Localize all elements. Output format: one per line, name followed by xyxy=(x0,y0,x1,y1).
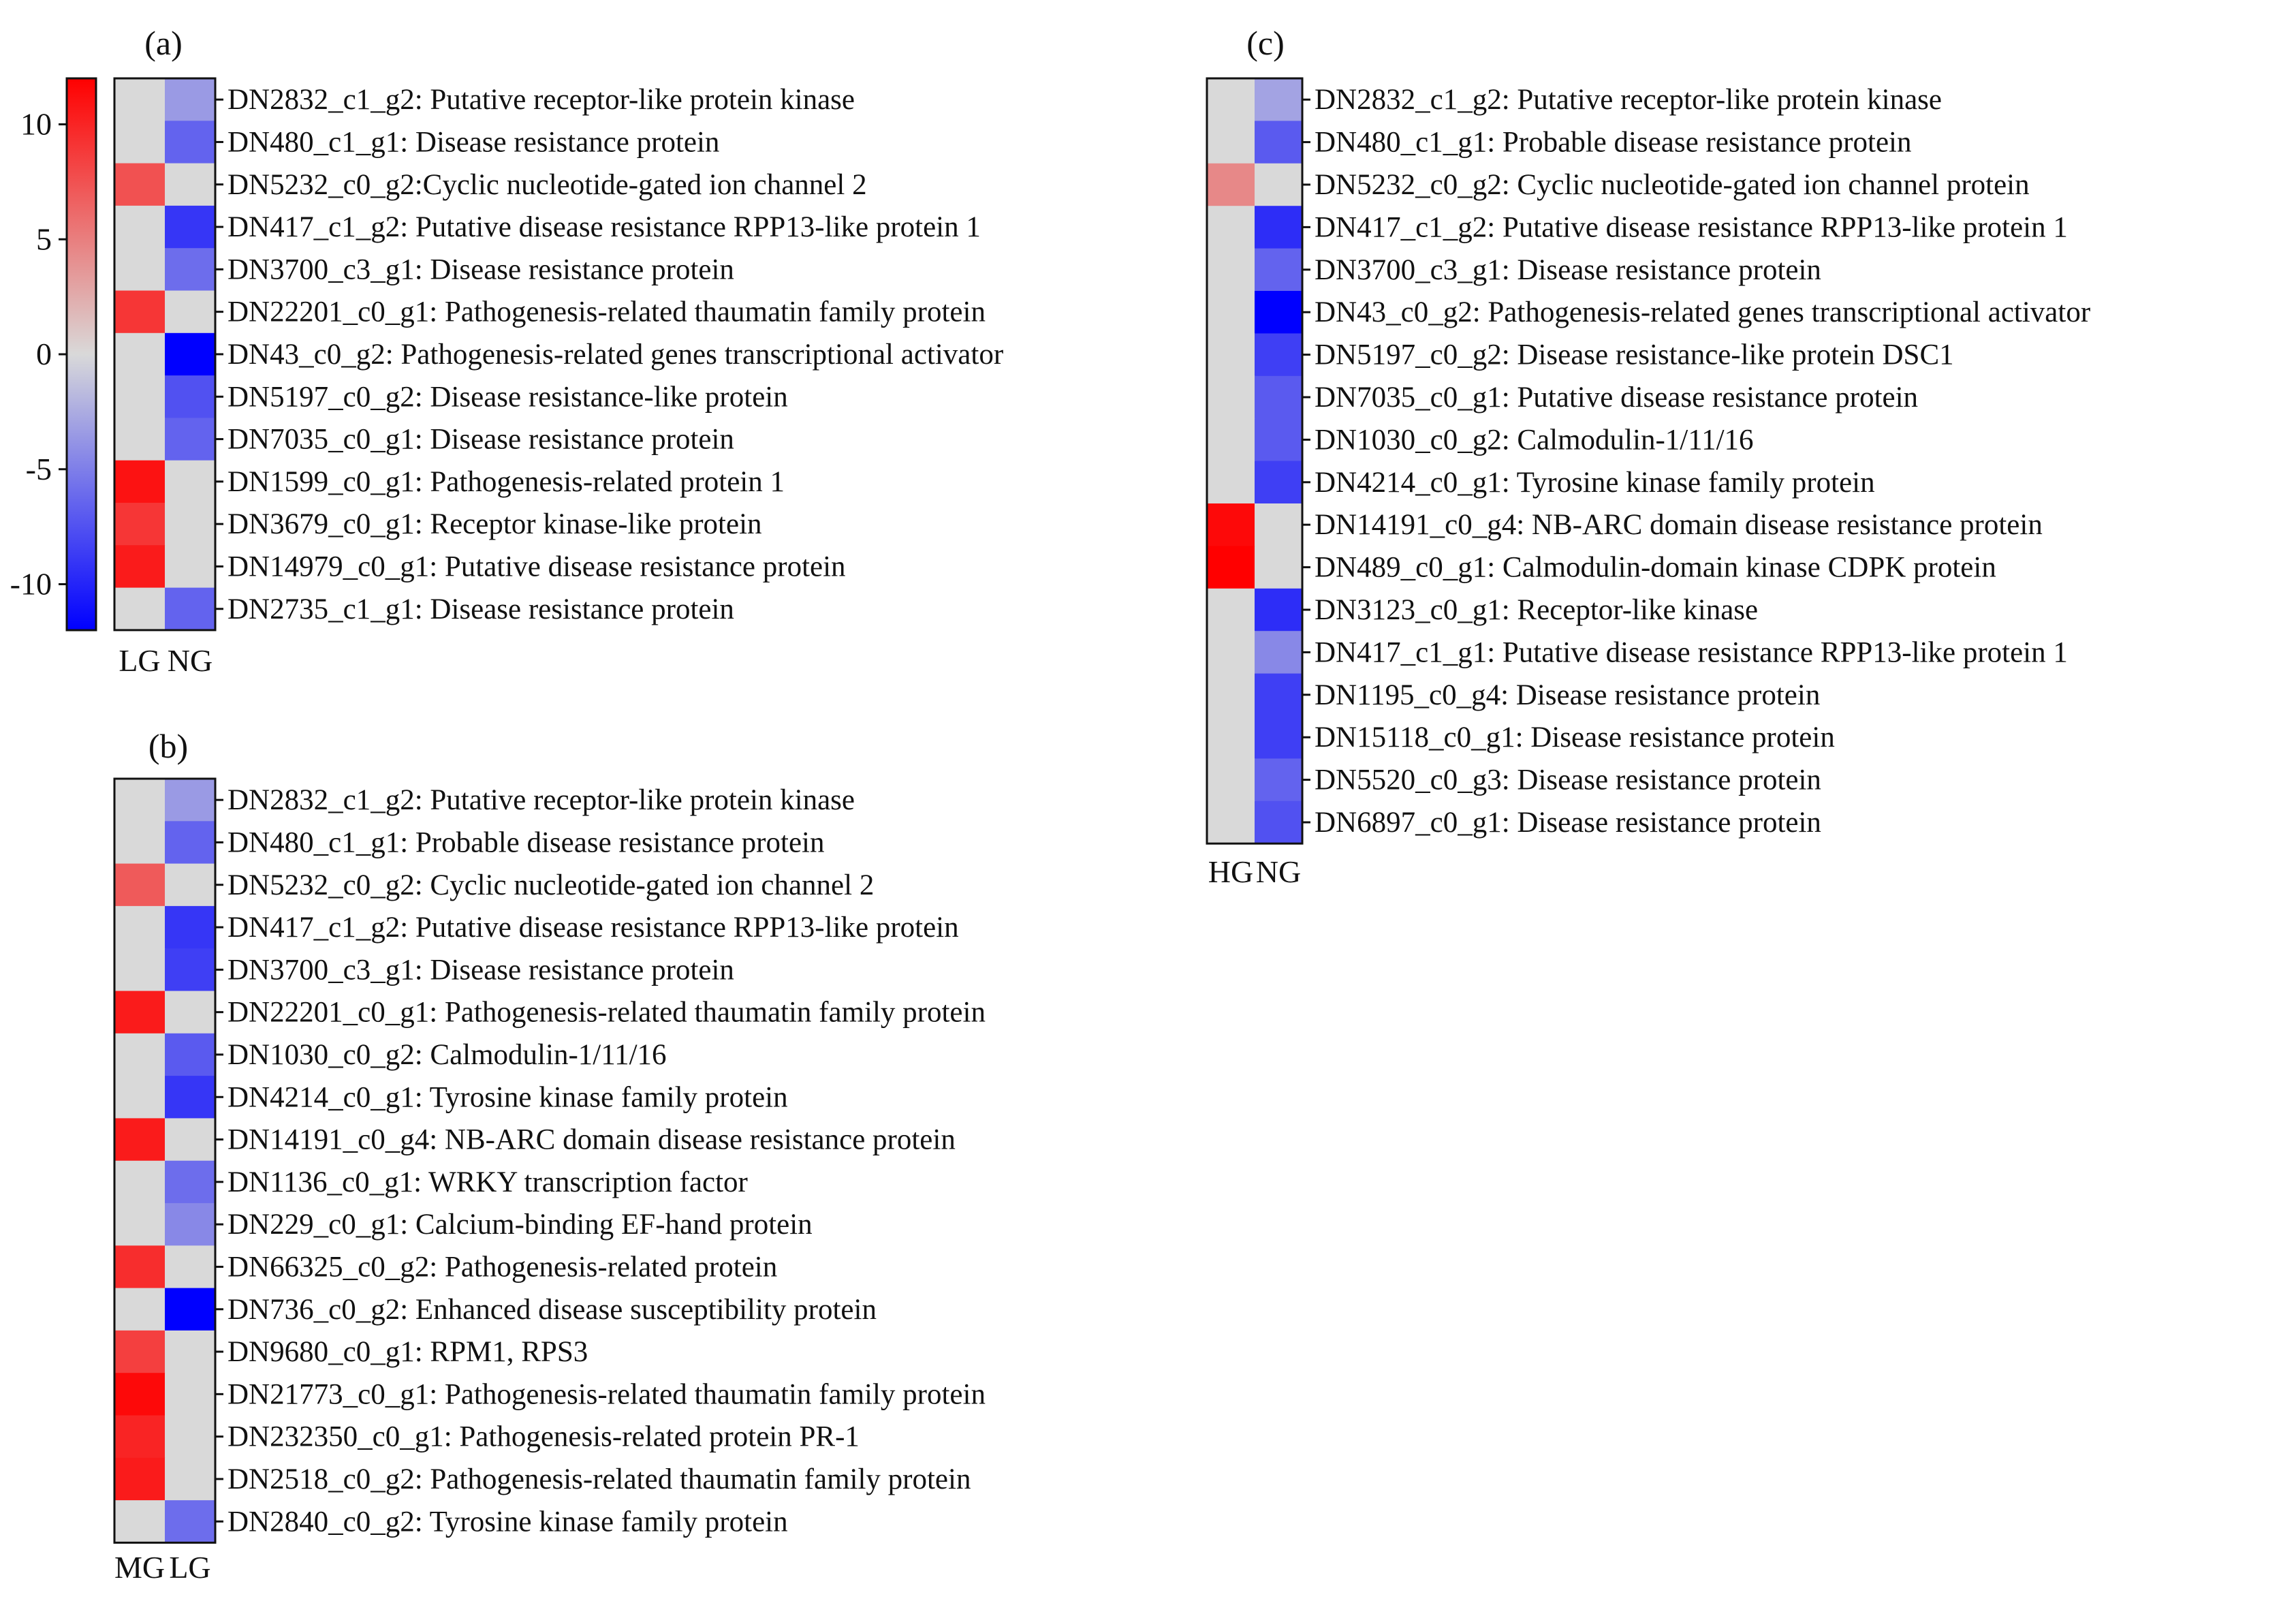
heatmap-cell xyxy=(165,864,216,907)
heatmap-cell xyxy=(1207,78,1255,121)
row-label: DN7035_c0_g1: Putative disease resistance protein xyxy=(1315,382,1919,414)
heatmap-cell xyxy=(114,375,166,418)
row-label: DN3700_c3_g1: Disease resistance protein xyxy=(227,253,734,286)
heatmap-cell xyxy=(165,1033,216,1076)
heatmap-cell xyxy=(1255,418,1303,461)
row-label: DN1136_c0_g1: WRKY transcription factor xyxy=(227,1166,748,1198)
heatmap-cell xyxy=(114,1288,166,1331)
heatmap-cell xyxy=(1207,546,1255,589)
row-label: DN417_c1_g1: Putative disease resistance RPP13-like protein 1 xyxy=(1315,636,2068,669)
heatmap-cell xyxy=(165,164,216,206)
heatmap-cell xyxy=(1255,249,1303,292)
heatmap-cell xyxy=(114,333,166,376)
heatmap-cell xyxy=(114,991,166,1034)
heatmap-cell xyxy=(165,1203,216,1246)
row-label: DN14191_c0_g4: NB-ARC domain disease resistance protein xyxy=(1315,509,2043,542)
heatmap-cell xyxy=(1207,418,1255,461)
row-label: DN480_c1_g1: Disease resistance protein xyxy=(227,126,720,159)
colorbar-tick-label: 0 xyxy=(36,337,52,371)
heatmap-cell xyxy=(165,1245,216,1288)
heatmap-cell xyxy=(1255,758,1303,801)
heatmap-cell xyxy=(165,248,216,291)
heatmap-cell xyxy=(165,291,216,334)
panel-tag: (a) xyxy=(144,24,183,62)
heatmap-cell xyxy=(114,906,166,949)
heatmap-cell xyxy=(165,779,216,822)
heatmap-cell xyxy=(114,545,166,588)
column-label: LG xyxy=(119,643,161,678)
row-label: DN21773_c0_g1: Pathogenesis-related thaumatin family protein xyxy=(227,1378,986,1411)
column-label: NG xyxy=(1255,854,1302,889)
heatmap-cell xyxy=(1207,674,1255,717)
heatmap-cell xyxy=(1207,461,1255,504)
heatmap-cell xyxy=(114,1118,166,1161)
heatmap-cell xyxy=(1207,503,1255,546)
heatmap-cell xyxy=(165,121,216,164)
heatmap-cell xyxy=(1255,546,1303,589)
heatmap-cell xyxy=(114,1033,166,1076)
row-label: DN4214_c0_g1: Tyrosine kinase family protein xyxy=(1315,466,1875,499)
colorbar-tick-label: 10 xyxy=(20,106,52,142)
heatmap-cell xyxy=(1255,333,1303,376)
heatmap-cell xyxy=(165,418,216,461)
heatmap-cell xyxy=(165,503,216,546)
heatmap-cell xyxy=(114,588,166,631)
heatmap-cell xyxy=(114,248,166,291)
row-label: DN417_c1_g2: Putative disease resistance RPP13-like protein 1 xyxy=(227,211,981,244)
row-label: DN2735_c1_g1: Disease resistance protein xyxy=(227,593,734,625)
column-label: MG xyxy=(114,1550,166,1585)
heatmap-cell xyxy=(1255,674,1303,717)
row-label: DN1030_c0_g2: Calmodulin-1/11/16 xyxy=(227,1038,667,1071)
heatmap-cell xyxy=(1255,461,1303,504)
heatmap-cell xyxy=(165,375,216,418)
row-label: DN3700_c3_g1: Disease resistance protein xyxy=(1315,253,1821,286)
heatmap-cell xyxy=(114,779,166,822)
heatmap-cell xyxy=(1207,758,1255,801)
heatmap-cell xyxy=(114,164,166,206)
heatmap-cell xyxy=(114,121,166,164)
row-label: DN43_c0_g2: Pathogenesis-related genes transcriptional activator xyxy=(1315,296,2091,329)
row-label: DN480_c1_g1: Probable disease resistance protein xyxy=(1315,126,1912,159)
heatmap-cell xyxy=(114,503,166,546)
heatmap-cell xyxy=(1255,78,1303,121)
heatmap-cell xyxy=(1207,121,1255,164)
row-label: DN2832_c1_g2: Putative receptor-like protein kinase xyxy=(227,784,855,817)
heatmap-cell xyxy=(114,948,166,991)
row-label: DN2832_c1_g2: Putative receptor-like protein kinase xyxy=(1315,84,1942,116)
row-label: DN229_c0_g1: Calcium-binding EF-hand protein xyxy=(227,1209,813,1241)
heatmap-cell xyxy=(1255,503,1303,546)
heatmap-cell xyxy=(114,1458,166,1501)
heatmap-cell xyxy=(114,864,166,907)
heatmap-cell xyxy=(114,1161,166,1204)
heatmap-cell xyxy=(165,461,216,503)
row-label: DN22201_c0_g1: Pathogenesis-related thaumatin family protein xyxy=(227,296,986,328)
heatmap-cell xyxy=(1207,249,1255,292)
heatmap-cell xyxy=(165,588,216,631)
heatmap-cell xyxy=(114,78,166,121)
heatmap-cell xyxy=(114,206,166,249)
heatmap-cell xyxy=(165,821,216,864)
heatmap-cell xyxy=(114,418,166,461)
heatmap-cell xyxy=(1255,589,1303,632)
row-label: DN6897_c0_g1: Disease resistance protein xyxy=(1315,807,1821,839)
heatmap-cell xyxy=(165,1500,216,1543)
heatmap-cell xyxy=(165,1458,216,1501)
heatmap-cell xyxy=(1255,631,1303,674)
heatmap-cell xyxy=(165,948,216,991)
heatmap-cell xyxy=(165,545,216,588)
row-label: DN1030_c0_g2: Calmodulin-1/11/16 xyxy=(1315,424,1754,456)
panel-tag: (c) xyxy=(1246,24,1285,62)
row-label: DN4214_c0_g1: Tyrosine kinase family protein xyxy=(227,1081,788,1114)
row-label: DN3700_c3_g1: Disease resistance protein xyxy=(227,954,734,986)
heatmap-cell xyxy=(114,461,166,503)
column-label: NG xyxy=(167,643,213,678)
panel-tag: (b) xyxy=(148,727,189,765)
heatmap-cell xyxy=(1207,589,1255,632)
heatmap-cell xyxy=(1207,291,1255,334)
row-label: DN5232_c0_g2:Cyclic nucleotide-gated ion channel 2 xyxy=(227,168,867,201)
heatmap-cell xyxy=(165,1118,216,1161)
heatmap-panel-b xyxy=(114,727,986,1585)
heatmap-cell xyxy=(114,821,166,864)
row-label: DN5520_c0_g3: Disease resistance protein xyxy=(1315,764,1821,796)
heatmap-cell xyxy=(114,1076,166,1119)
colorbar-gradient xyxy=(67,78,96,630)
row-label: DN5197_c0_g2: Disease resistance-like protein DSC1 xyxy=(1315,339,1954,371)
heatmap-cell xyxy=(1255,376,1303,419)
heatmap-panel-a xyxy=(114,24,1003,678)
heatmap-cell xyxy=(165,1416,216,1459)
heatmap-cell xyxy=(1207,716,1255,759)
row-label: DN480_c1_g1: Probable disease resistance protein xyxy=(227,826,825,859)
row-label: DN2518_c0_g2: Pathogenesis-related thaumatin family protein xyxy=(227,1463,971,1495)
row-label: DN2840_c0_g2: Tyrosine kinase family protein xyxy=(227,1506,788,1538)
heatmap-cell xyxy=(1255,121,1303,164)
row-label: DN15118_c0_g1: Disease resistance protein xyxy=(1315,721,1835,754)
heatmap-cell xyxy=(1207,333,1255,376)
heatmap-cell xyxy=(114,1373,166,1416)
row-label: DN14191_c0_g4: NB-ARC domain disease resistance protein xyxy=(227,1123,956,1156)
row-label: DN5232_c0_g2: Cyclic nucleotide-gated ion channel protein xyxy=(1315,169,2030,201)
heatmap-cell xyxy=(1207,631,1255,674)
heatmap-cell xyxy=(165,1288,216,1331)
row-label: DN3123_c0_g1: Receptor-like kinase xyxy=(1315,594,1759,626)
heatmap-cell xyxy=(165,1331,216,1373)
row-label: DN3679_c0_g1: Receptor kinase-like protein xyxy=(227,508,762,541)
colorbar-tick-label: 5 xyxy=(36,221,52,257)
colorbar-tick-label: -10 xyxy=(10,566,52,602)
heatmap-cell xyxy=(114,1416,166,1459)
heatmap-cell xyxy=(1255,801,1303,844)
heatmap-cell xyxy=(165,991,216,1034)
row-label: DN5232_c0_g2: Cyclic nucleotide-gated ion channel 2 xyxy=(227,869,875,901)
heatmap-cell xyxy=(1207,164,1255,206)
heatmap-cell xyxy=(1207,206,1255,249)
row-label: DN9680_c0_g1: RPM1, RPS3 xyxy=(227,1336,588,1369)
heatmap-cell xyxy=(114,1331,166,1373)
colorbar-ticks xyxy=(10,107,67,602)
heatmap-cell xyxy=(1255,206,1303,249)
heatmap-cell xyxy=(1207,376,1255,419)
row-label: DN66325_c0_g2: Pathogenesis-related protein xyxy=(227,1251,778,1284)
row-label: DN7035_c0_g1: Disease resistance protein xyxy=(227,423,734,456)
heatmap-cell xyxy=(114,1203,166,1246)
heatmap-cell xyxy=(114,291,166,334)
colorbar-tick-label: -5 xyxy=(25,451,52,486)
heatmap-cell xyxy=(165,1161,216,1204)
row-label: DN232350_c0_g1: Pathogenesis-related protein PR-1 xyxy=(227,1420,860,1453)
row-label: DN417_c1_g2: Putative disease resistance RPP13-like protein 1 xyxy=(1315,211,2068,244)
row-label: DN736_c0_g2: Enhanced disease susceptibility protein xyxy=(227,1293,877,1326)
row-label: DN5197_c0_g2: Disease resistance-like protein xyxy=(227,381,788,414)
row-label: DN22201_c0_g1: Pathogenesis-related thaumatin family protein xyxy=(227,996,986,1029)
heatmap-cell xyxy=(1255,291,1303,334)
heatmap-panel-c xyxy=(1207,24,2090,889)
heatmap-cell xyxy=(165,206,216,249)
heatmap-cell xyxy=(1207,801,1255,844)
column-label: LG xyxy=(169,1550,211,1585)
heatmap-cell xyxy=(114,1245,166,1288)
heatmap-cell xyxy=(165,1373,216,1416)
heatmap-cell xyxy=(114,1500,166,1543)
row-label: DN2832_c1_g2: Putative receptor-like protein kinase xyxy=(227,84,855,116)
column-label: HG xyxy=(1208,854,1254,889)
colorbar xyxy=(10,78,96,630)
row-label: DN489_c0_g1: Calmodulin-domain kinase CDPK protein xyxy=(1315,551,1996,584)
row-label: DN417_c1_g2: Putative disease resistance RPP13-like protein xyxy=(227,912,959,944)
heatmap-cell xyxy=(165,1076,216,1119)
heatmap-cell xyxy=(165,333,216,376)
row-label: DN1599_c0_g1: Pathogenesis-related protein 1 xyxy=(227,465,785,498)
row-label: DN14979_c0_g1: Putative disease resistance protein xyxy=(227,550,846,583)
row-label: DN1195_c0_g4: Disease resistance protein xyxy=(1315,679,1821,711)
row-label: DN43_c0_g2: Pathogenesis-related genes transcriptional activator xyxy=(227,338,1004,371)
heatmap-cell xyxy=(1255,716,1303,759)
heatmap-cell xyxy=(165,906,216,949)
heatmap-cell xyxy=(165,78,216,121)
heatmap-cell xyxy=(1255,164,1303,206)
